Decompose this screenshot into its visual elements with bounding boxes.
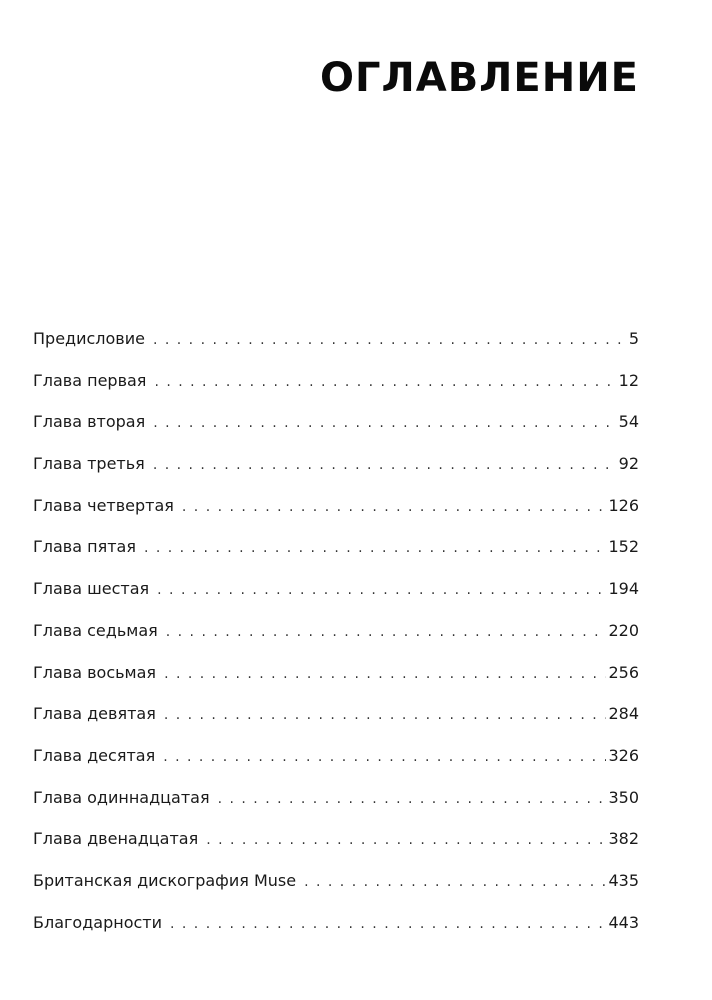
dot-leader <box>170 904 606 946</box>
toc-entry-page: 5 <box>628 329 639 348</box>
toc-entry-page: 126 <box>608 495 639 515</box>
toc-entry-label: Глава седьмая <box>33 620 158 640</box>
dot-leader <box>182 487 607 529</box>
toc-entry-preface[interactable] <box>33 318 639 360</box>
toc-entry-label: Глава четвертая <box>33 495 174 515</box>
toc-entry-label: Глава девятая <box>33 704 156 724</box>
dot-leader <box>157 570 606 612</box>
toc-entry-chapter-10[interactable] <box>33 735 639 777</box>
toc-entry-discography[interactable] <box>33 860 639 902</box>
toc-entry-chapter-3[interactable] <box>33 443 639 485</box>
toc-entry-page: 12 <box>618 370 639 390</box>
toc-entry-acknowledgements[interactable] <box>33 902 639 944</box>
dot-leader <box>153 320 627 362</box>
dot-leader <box>163 737 606 779</box>
dot-leader <box>144 528 607 570</box>
toc-entry-chapter-7[interactable] <box>33 610 639 652</box>
toc-entry-chapter-2[interactable] <box>33 401 639 443</box>
toc-entry-label: Глава пятая <box>33 537 136 557</box>
toc-entry-chapter-11[interactable] <box>33 777 639 819</box>
toc-entry-page: 382 <box>608 829 639 849</box>
toc-entry-page: 435 <box>608 870 639 890</box>
table-of-contents <box>33 318 639 943</box>
toc-entry-chapter-6[interactable] <box>33 568 639 610</box>
toc-entry-chapter-1[interactable] <box>33 360 639 402</box>
toc-entry-chapter-5[interactable] <box>33 526 639 568</box>
toc-entry-label: Благодарности <box>33 912 162 932</box>
dot-leader <box>166 612 607 654</box>
toc-entry-label: Глава двенадцатая <box>33 829 199 849</box>
toc-entry-page: 443 <box>608 912 639 932</box>
toc-entry-page: 54 <box>618 412 639 432</box>
toc-entry-page: 194 <box>608 579 639 599</box>
toc-entry-chapter-9[interactable] <box>33 693 639 735</box>
toc-entry-page: 256 <box>608 662 639 682</box>
dot-leader <box>206 820 606 862</box>
toc-entry-label: Глава шестая <box>33 579 150 599</box>
toc-entry-label: Глава десятая <box>33 745 156 765</box>
dot-leader <box>164 695 607 737</box>
toc-entry-chapter-4[interactable] <box>33 485 639 527</box>
page-title: ОГЛАВЛЕНИЕ <box>320 55 639 101</box>
toc-entry-chapter-8[interactable] <box>33 652 639 694</box>
toc-entry-page: 92 <box>618 454 639 474</box>
toc-entry-label: Глава восьмая <box>33 662 157 682</box>
toc-entry-page: 326 <box>608 745 639 765</box>
toc-entry-label: Предисловие <box>33 329 145 348</box>
dot-leader <box>154 362 616 404</box>
toc-entry-label: Глава одиннадцатая <box>33 787 210 807</box>
toc-entry-label: Британская дискография Muse <box>33 870 297 890</box>
toc-entry-page: 284 <box>608 704 639 724</box>
toc-entry-page: 350 <box>608 787 639 807</box>
toc-entry-page: 152 <box>608 537 639 557</box>
dot-leader <box>218 779 607 821</box>
toc-entry-chapter-12[interactable] <box>33 818 639 860</box>
toc-entry-page: 220 <box>608 620 639 640</box>
dot-leader <box>304 862 606 904</box>
toc-entry-label: Глава третья <box>33 454 145 474</box>
toc-entry-label: Глава первая <box>33 370 147 390</box>
dot-leader <box>164 654 606 696</box>
dot-leader <box>153 445 617 487</box>
toc-entry-label: Глава вторая <box>33 412 146 432</box>
dot-leader <box>153 403 616 445</box>
